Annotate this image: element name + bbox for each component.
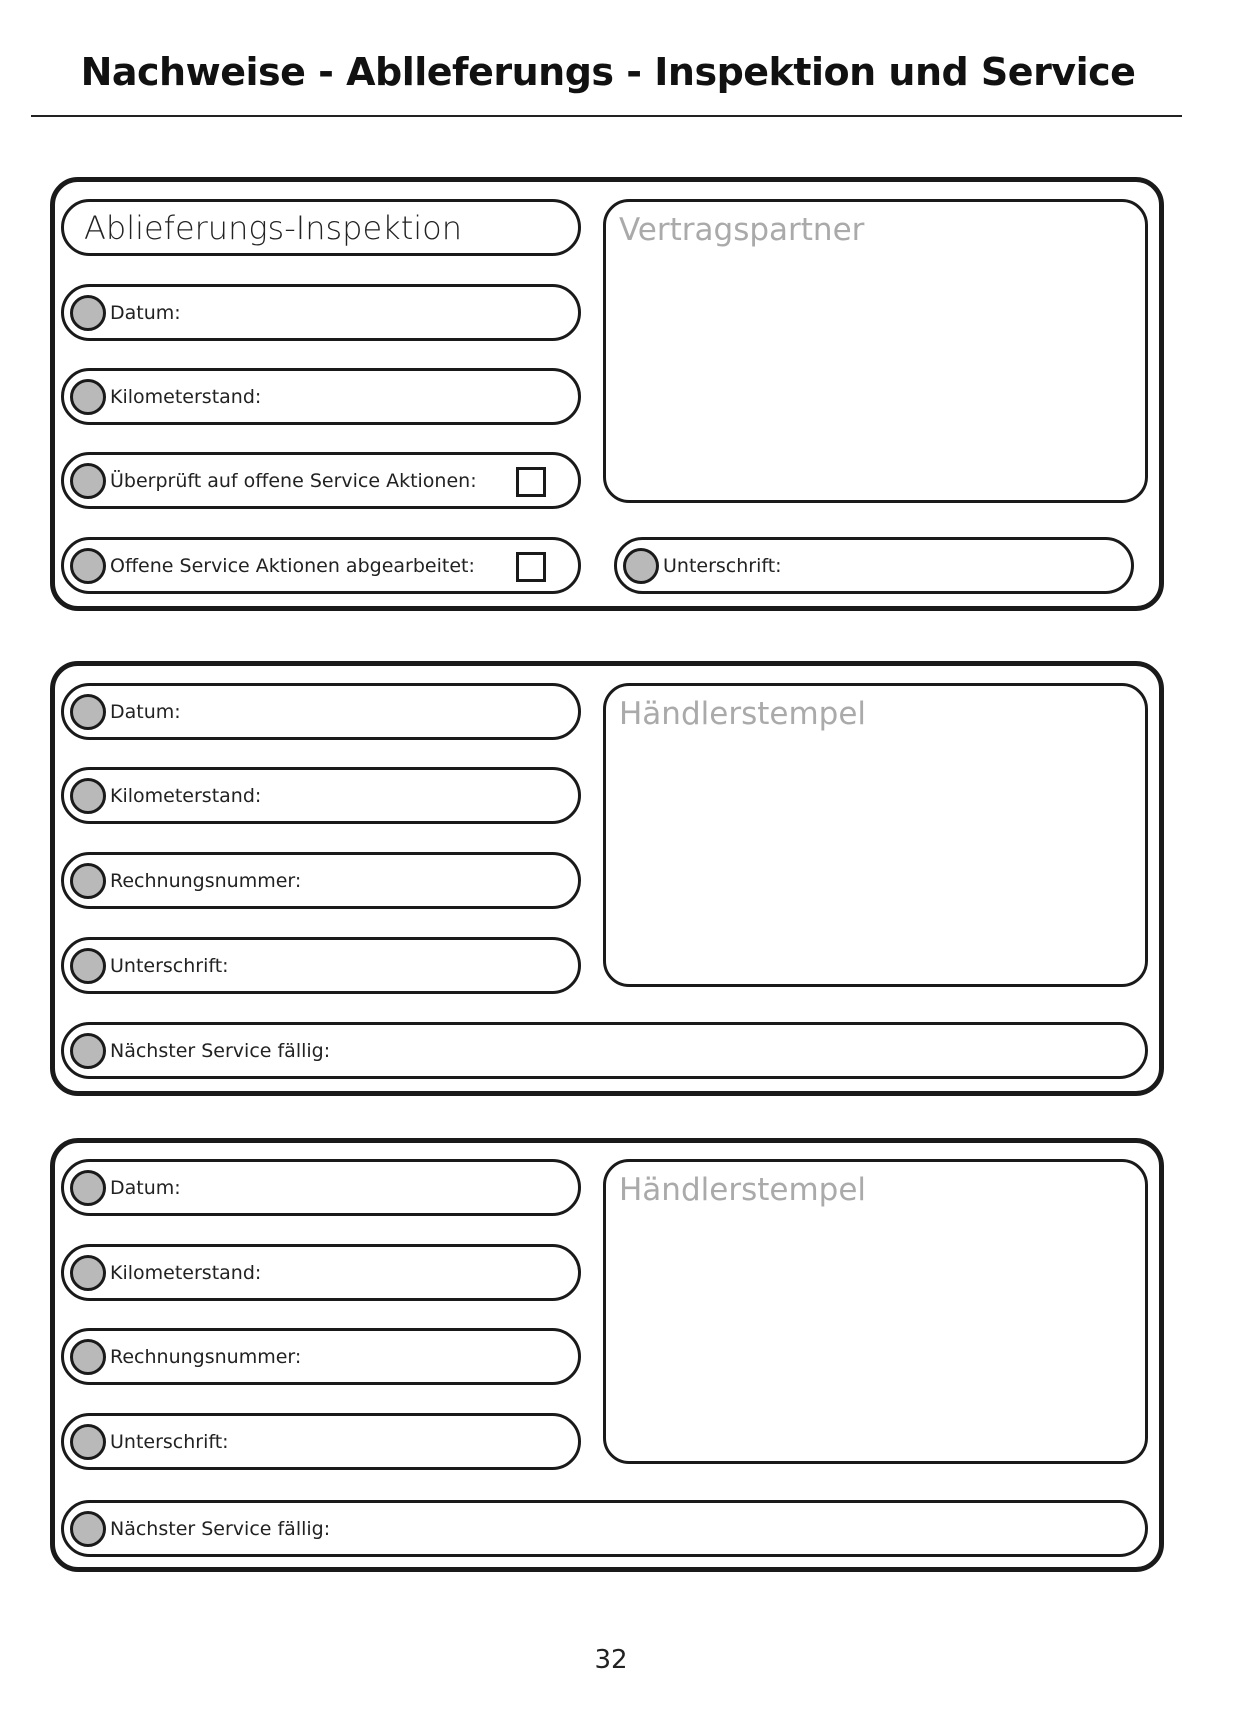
- signature-field[interactable]: [61, 1413, 581, 1470]
- title-divider: [31, 115, 1182, 117]
- partner-stamp-area[interactable]: [603, 199, 1148, 503]
- field-label: Überprüft auf offene Service Aktionen:: [110, 469, 477, 492]
- field-label: Datum:: [110, 1176, 181, 1199]
- field-label: Nächster Service fällig:: [110, 1039, 331, 1062]
- partner-label: Vertragspartner: [619, 212, 865, 248]
- field-label: Unterschrift:: [110, 954, 229, 977]
- date-field[interactable]: [61, 1159, 581, 1216]
- field-label: Rechnungsnummer:: [110, 1345, 302, 1368]
- dealer-stamp-area[interactable]: [603, 683, 1148, 987]
- mileage-field[interactable]: [61, 368, 581, 425]
- field-label: Offene Service Aktionen abgearbeitet:: [110, 554, 475, 577]
- bullet-icon: [70, 694, 106, 730]
- field-label: Rechnungsnummer:: [110, 869, 302, 892]
- bullet-icon: [70, 1170, 106, 1206]
- signature-field[interactable]: [614, 537, 1134, 594]
- completed-service-actions-checkbox[interactable]: [516, 552, 546, 582]
- heading-text: Ablieferungs-Inspektion: [84, 208, 462, 247]
- bullet-icon: [70, 1339, 106, 1375]
- bullet-icon: [70, 1033, 106, 1069]
- stamp-label: Händlerstempel: [619, 1172, 867, 1208]
- signature-field[interactable]: [61, 937, 581, 994]
- bullet-icon: [70, 778, 106, 814]
- field-label: Kilometerstand:: [110, 784, 262, 807]
- mileage-field[interactable]: [61, 767, 581, 824]
- bullet-icon: [70, 548, 106, 584]
- mileage-field[interactable]: [61, 1244, 581, 1301]
- next-service-field[interactable]: [61, 1022, 1148, 1079]
- checked-service-actions-field: [61, 452, 581, 509]
- bullet-icon: [70, 1511, 106, 1547]
- date-field[interactable]: [61, 284, 581, 341]
- field-label: Datum:: [110, 700, 181, 723]
- bullet-icon: [70, 1255, 106, 1291]
- page-number: 32: [594, 1645, 628, 1675]
- bullet-icon: [70, 948, 106, 984]
- date-field[interactable]: [61, 683, 581, 740]
- field-label: Unterschrift:: [663, 554, 782, 577]
- field-label: Nächster Service fällig:: [110, 1517, 331, 1540]
- next-service-field[interactable]: [61, 1500, 1148, 1557]
- bullet-icon: [70, 379, 106, 415]
- section-heading: [61, 199, 581, 256]
- bullet-icon: [70, 863, 106, 899]
- page-title: Nachweise - Ablleferungs - Inspektion und Service: [80, 50, 1136, 94]
- bullet-icon: [623, 548, 659, 584]
- field-label: Kilometerstand:: [110, 385, 262, 408]
- completed-service-actions-field: [61, 537, 581, 594]
- bullet-icon: [70, 463, 106, 499]
- field-label: Kilometerstand:: [110, 1261, 262, 1284]
- dealer-stamp-area[interactable]: [603, 1159, 1148, 1464]
- stamp-label: Händlerstempel: [619, 696, 867, 732]
- field-label: Datum:: [110, 301, 181, 324]
- invoice-number-field[interactable]: [61, 1328, 581, 1385]
- bullet-icon: [70, 295, 106, 331]
- checked-service-actions-checkbox[interactable]: [516, 467, 546, 497]
- field-label: Unterschrift:: [110, 1430, 229, 1453]
- bullet-icon: [70, 1424, 106, 1460]
- invoice-number-field[interactable]: [61, 852, 581, 909]
